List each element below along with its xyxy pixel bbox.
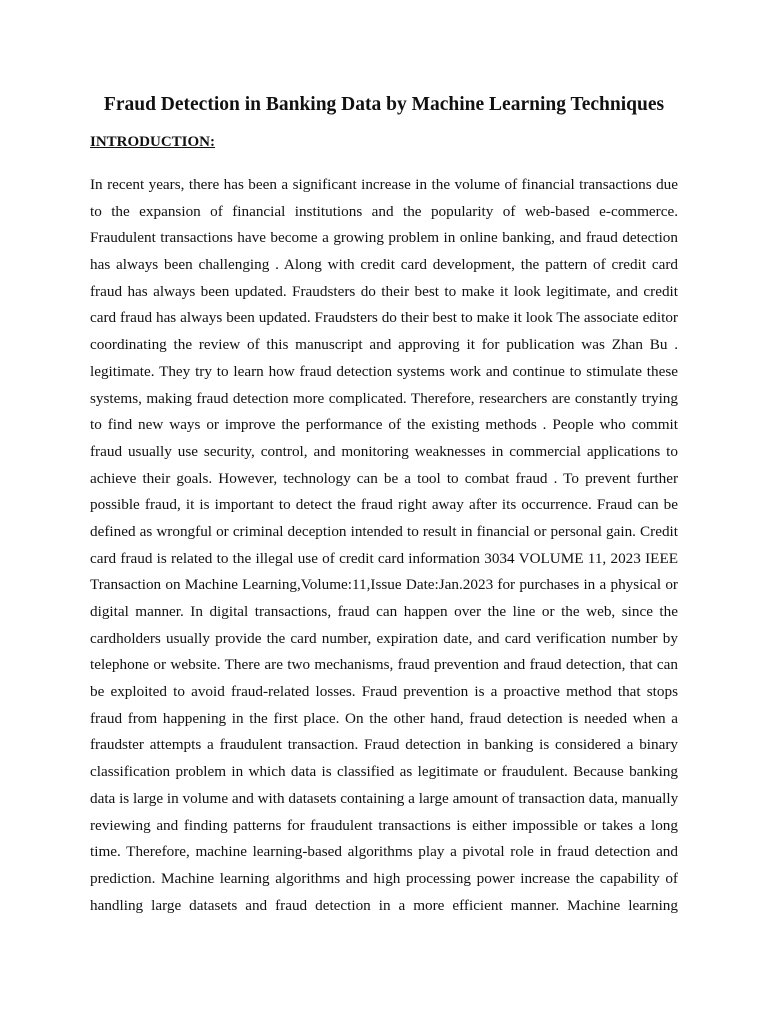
document-title: Fraud Detection in Banking Data by Machine Learning Techniques [103, 94, 665, 115]
paragraph-line: has always been challenging . Along with credit card development, the pattern of credit card [90, 256, 678, 274]
paragraph-line: cardholders usually provide the card number, expiration date, and card verification number by [90, 629, 678, 647]
paragraph-line: prediction. Machine learning algorithms and high processing power increase the capability of [90, 869, 678, 887]
paragraph-line: telephone or website. There are two mechanisms, fraud prevention and fraud detection, that can [90, 656, 678, 674]
paragraph-line: legitimate. They try to learn how fraud detection systems work and continue to stimulate these [90, 362, 678, 380]
paragraph-line: possible fraud, it is important to detect the fraud right away after its occurrence. Fraud can be [90, 496, 678, 514]
paragraph-line: fraud from happening in the first place. On the other hand, fraud detection is needed when a [90, 709, 678, 727]
paragraph-line: coordinating the review of this manuscript and approving it for publication was Zhan Bu . [90, 336, 678, 354]
paragraph-line: card fraud is related to the illegal use of credit card information 3034 VOLUME 11, 2023 IEEE [90, 549, 678, 567]
paragraph-line: be exploited to avoid fraud-related losses. Fraud prevention is a proactive method that stops [90, 683, 678, 701]
paragraph-line: defined as wrongful or criminal deception intended to result in financial or personal gain. Credit [90, 522, 678, 540]
paragraph-line: data is large in volume and with datasets containing a large amount of transaction data, manually [90, 789, 679, 807]
paragraph-line: fraudster attempts a fraudulent transaction. Fraud detection in banking is considered a binary [90, 736, 678, 754]
paragraph-line: systems, making fraud detection more complicated. Therefore, researchers are constantly trying [90, 389, 678, 407]
paragraph-line: digital manner. In digital transactions, fraud can happen over the line or the web, since the [90, 603, 678, 620]
body-paragraph [90, 172, 678, 919]
paragraph-line: achieve their goals. However, technology can be a tool to combat fraud . To prevent further [90, 469, 678, 487]
paragraph-line: card fraud has always been updated. Fraudsters do their best to make it look The associate editor [90, 309, 678, 327]
paragraph-line: to the expansion of financial institutions and the popularity of web-based e-commerce. [90, 202, 678, 220]
paragraph-line: Transaction on Machine Learning,Volume:11,Issue Date:Jan.2023 for purchases in a physical or [90, 576, 678, 594]
paragraph-line: to find new ways or improve the performance of the existing methods . People who commit [90, 416, 678, 434]
paragraph-line: fraud has always been updated. Fraudsters do their best to make it look legitimate, and credit [90, 282, 678, 300]
paragraph-line: Fraudulent transactions have become a growing problem in online banking, and fraud detection [90, 229, 678, 247]
paragraph-line: classification problem in which data is classified as legitimate or fraudulent. Because banking [90, 763, 678, 781]
paragraph-line: time. Therefore, machine learning-based algorithms play a pivotal role in fraud detection and [90, 843, 678, 861]
paragraph-line: fraud usually use security, control, and monitoring weaknesses in commercial applications to [90, 442, 678, 460]
paragraph-line: In recent years, there has been a significant increase in the volume of financial transactions due [90, 176, 678, 193]
paragraph-line: reviewing and finding patterns for fraudulent transactions is either impossible or takes a long [90, 816, 678, 834]
section-heading: INTRODUCTION: [90, 134, 216, 150]
paragraph-line: handling large datasets and fraud detection in a more efficient manner. Machine learning [90, 896, 678, 914]
